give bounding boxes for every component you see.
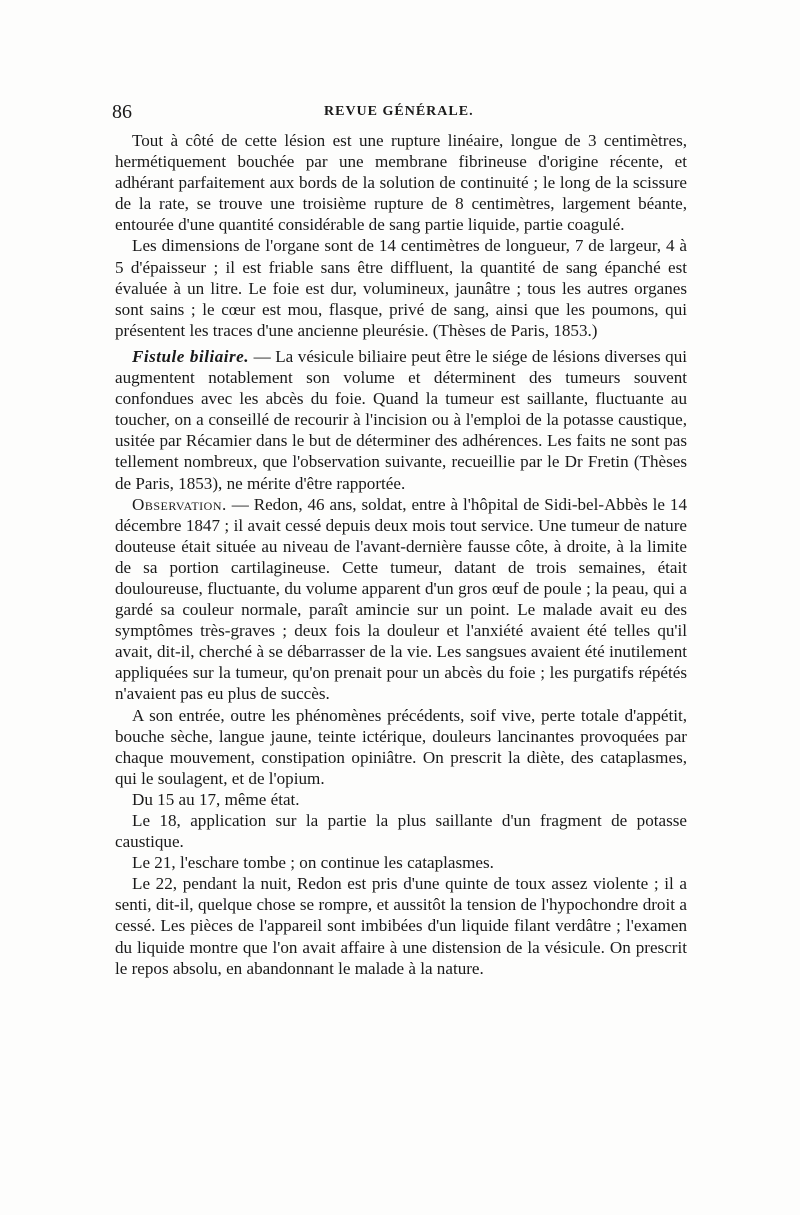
paragraph-admission: A son entrée, outre les phénomènes précédents, soif vive, perte totale d'appétit, bouche sèche, langue jaune, teinte ictérique, douleurs lancinantes provoquées par chaque mouvement, constipation opiniâtre. On prescrit la diète, des cataplasmes, qui le soulagent, et de l'opium.: [115, 705, 687, 788]
paragraph-day-15-17: Du 15 au 17, même état.: [132, 789, 300, 809]
paragraph-fistule-text: — La vésicule biliaire peut être le siége de lésions diverses qui augmentent notablement son volume et déterminent des tumeurs souvent confondues avec les abcès du foie. Quand la tumeur est saillante, fluctuante au toucher, on a conseillé de recourir à l'incision ou à l'emploi de la potasse caustique, usitée par Récamier dans le but de déterminer des adhérences. Les faits ne sont pas tellement nombreux, que l'observation suivante, recueillie par le Dr Fretin (Thèses de Paris, 1853), ne mérite d'être rapportée.: [115, 346, 687, 493]
paragraph-day-22: Le 22, pendant la nuit, Redon est pris d'une quinte de toux assez violente ; il a senti, dit-il, quelque chose se rompre, et aussitôt la tension de l'hypochondre droit a cessé. Les pièces de l'appareil sont imbibées d'un liquide filant verdâtre ; l'examen du liquide montre que l'on avait affaire à une distension de la vésicule. On prescrit le repos absolu, en abandonnant le malade à la nature.: [115, 874, 687, 978]
body-text: [115, 130, 687, 979]
paragraph-observation-text: — Redon, 46 ans, soldat, entre à l'hôpital de Sidi-bel-Abbès le 14 décembre 1847 ; il avait cessé depuis deux mois tout service. Une tumeur de nature douteuse était située au niveau de l'avant-dernière fausse côte, à droite, à la limite de sa portion cartilagineuse. Cette tumeur, datant de trois semaines, était douloureuse, fluctuante, du volume apparent d'un gros œuf de poule ; la peau, qui a gardé sa couleur normale, paraît amincie sur un point. Le malade avait eu des symptômes très-graves ; deux fois la douleur et l'anxiété avaient été telles qu'il avait, dit-il, cherché à se débarrasser de la vie. Les sangsues avaient été inutilement appliquées sur la tumeur, qu'on prenait pour un abcès du foie ; les purgatifs répétés n'avaient pas eu plus de succès.: [115, 494, 687, 704]
running-head: [112, 100, 690, 126]
paragraph-day-21: Le 21, l'eschare tombe ; on continue les cataplasmes.: [132, 853, 494, 873]
running-title: REVUE GÉNÉRALE.: [324, 104, 474, 119]
section-heading-fistule-biliaire: Fistule biliaire.: [132, 346, 250, 366]
paragraph-spleen-lesion: Tout à côté de cette lésion est une rupture linéaire, longue de 3 centimètres, hermétiquement bouchée par une membrane fibrineuse d'origine récente, et adhérant parfaitement aux bords de la solution de continuité ; le long de la scissure de la rate, se trouve une troisième rupture de 8 centimètres, largement béante, entourée d'une quantité considérable de sang partie liquide, partie coagulé.: [115, 131, 687, 235]
observation-label: Observation.: [132, 494, 227, 514]
paragraph-day-18: Le 18, application sur la partie la plus saillante d'un fragment de potasse caustique.: [115, 811, 687, 852]
paragraph-observation: [115, 494, 687, 705]
page-number: 86: [112, 101, 132, 123]
paragraph-fistule-biliaire: [115, 346, 687, 494]
paragraph-organ-dimensions: Les dimensions de l'organe sont de 14 centimètres de longueur, 7 de largeur, 4 à 5 d'épaisseur ; il est friable sans être diffluent, la quantité de sang épanché est évaluée à un litre. Le foie est dur, volumineux, jaunâtre ; tous les autres organes sont sains ; le cœur est mou, flasque, privé de sang, ainsi que les poumons, qui présentent les traces d'une ancienne pleurésie. (Thèses de Paris, 1853.): [115, 236, 687, 340]
